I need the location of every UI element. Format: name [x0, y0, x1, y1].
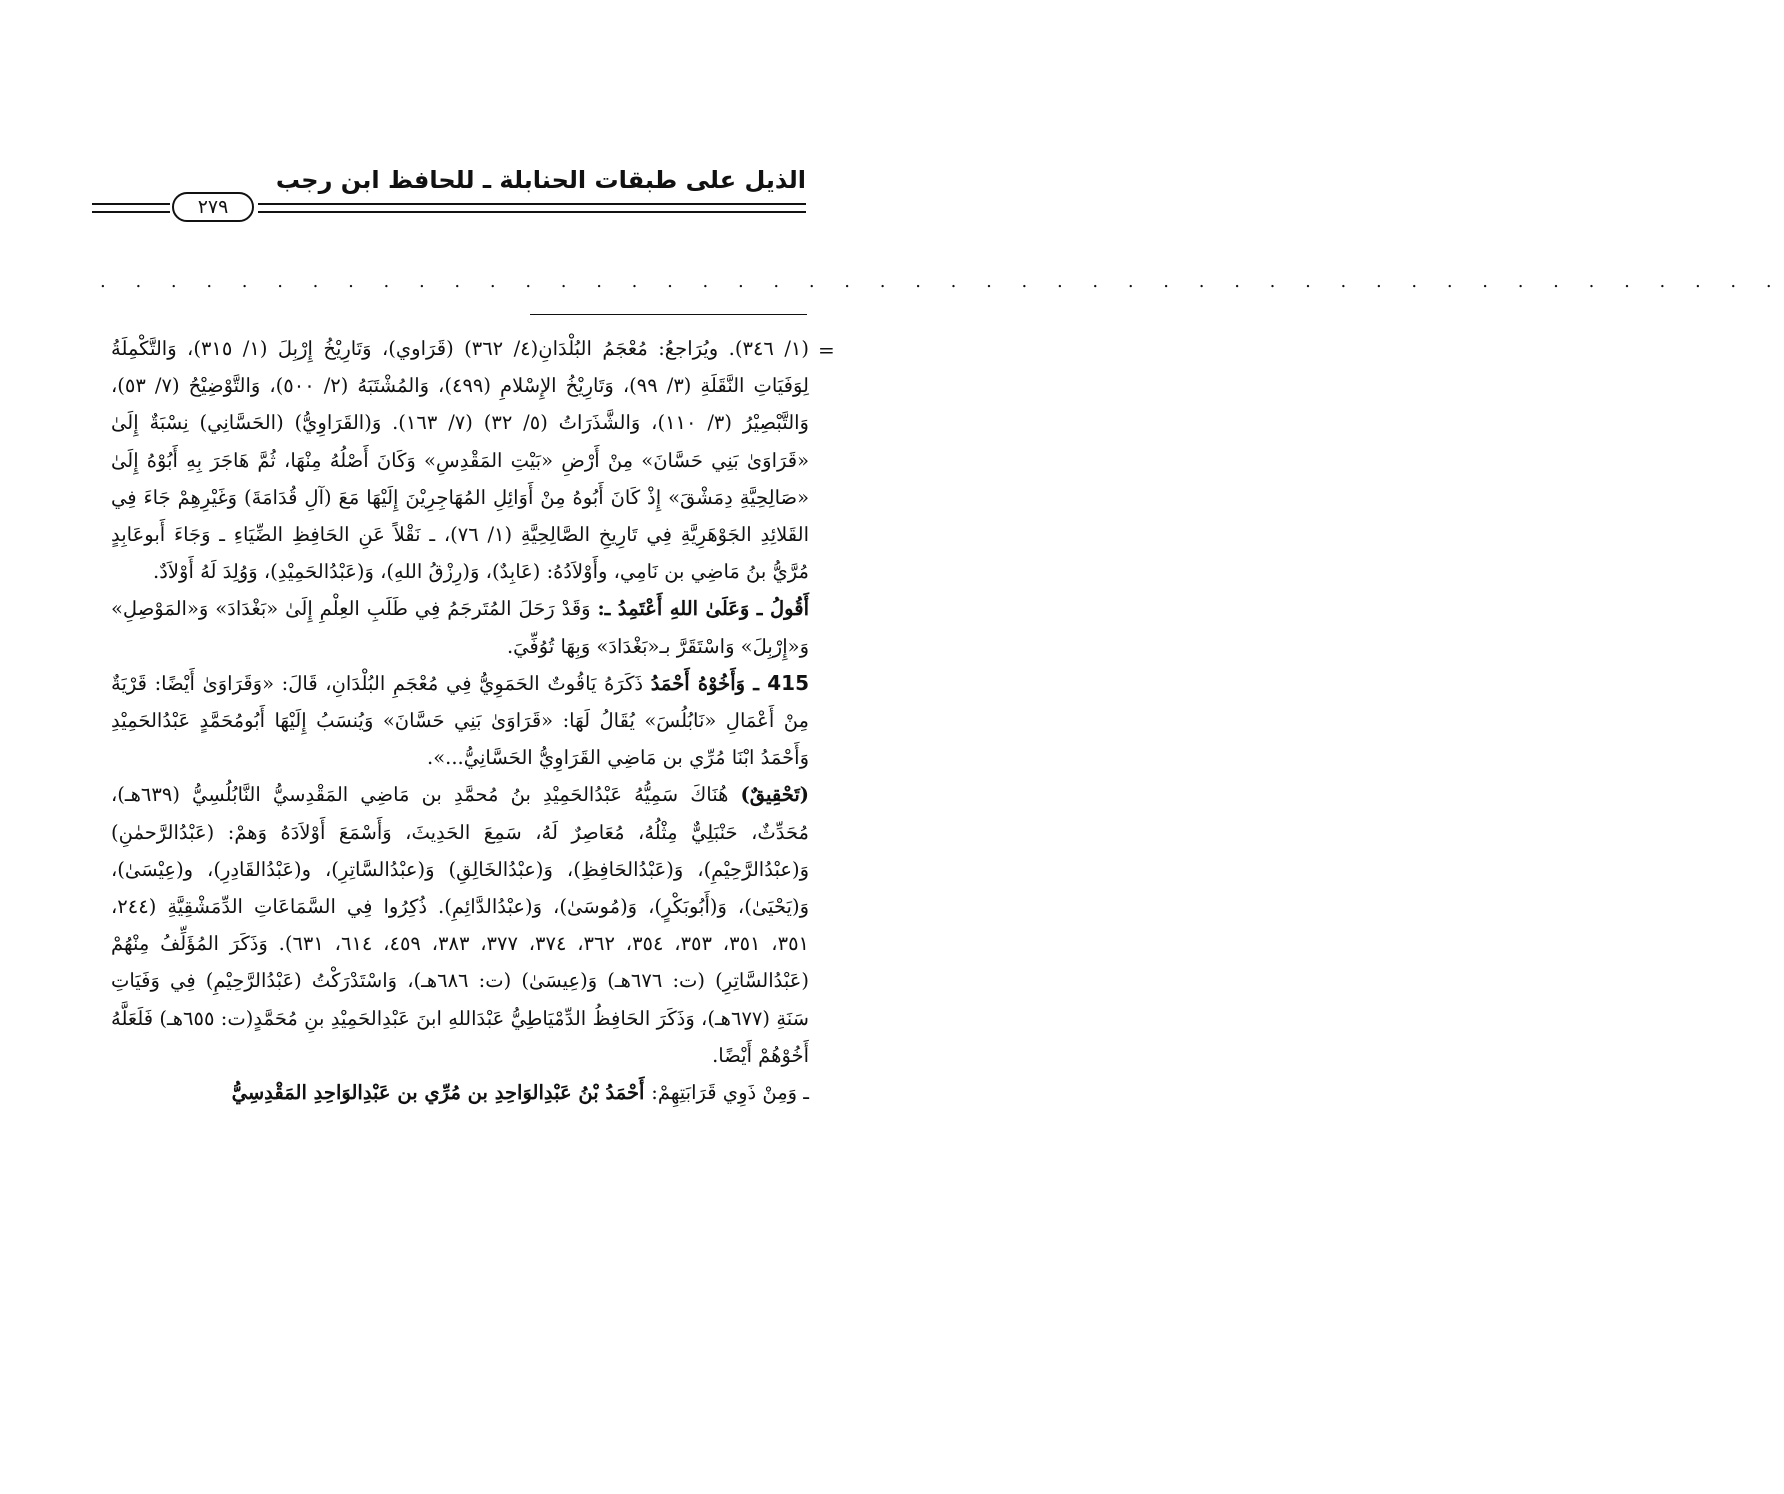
header-rule	[258, 211, 806, 213]
paragraph-text: (١/ ٣٤٦). ويُرَاجعُ: مُعْجَمُ البُلْدَانِ(٤/ ٣٦٢) (قَرَاوي)، وَتَارِيْخُ إِرْبِلَ (١/ ٣١٥)، وَالتَّكْمِلَةُ لِوَفَيَاتِ النَّقَلَةِ (٣/ ٩٩)، وَتَارِيْخُ الإِسْلامِ (٤٩٩)، وَالمُشْتَبَهُ (٢/ ٥٠٠)، وَالتَّوْضِيْحُ (٧/ ٥٣)، وَالتَّبْصِيْرُ (٣/ ١١٠)، وَالشَّذَرَاتُ (٥/ ٣٢) (٧/ ١٦٣). وَ(القَرَاوِيُّ) (الحَسَّانِي) نِسْبَةٌ إِلَىٰ «قَرَاوَىٰ بَنِي حَسَّانَ» مِنْ أَرْضِ «بَيْتِ المَقْدِسِ» وَكَانَ أَصْلُهُ مِنْهَا، ثُمَّ هَاجَرَ بِهِ أَبُوْهُ إِلَىٰ «صَالِحِيَّةِ دِمَشْقَ» إِذْ كَانَ أَبُوهُ مِنْ أَوَائِلِ المُهَاجِرِيْنَ إِلَيْهَا مَعَ (آلِ قُدَامَةَ) وَغَيْرِهِمْ جَاءَ فِي القَلائِدِ الجَوْهَرِيَّةِ فِي تَارِيخِ الصَّالِحِيَّةِ (١/ ٧٦)، ـ نَقْلاً عَنِ الحَافِظِ الضِّيَاءِ ـ وَجَاءَ أَبوعَابِدٍ مُرَّيُّ بنُ مَاضِي بن نَامِي، وأَوْلاَدُهُ: (عَابِدٌ)، وَ(رِزْقُ اللهِ)، وَ(عَبْدُالحَمِيْدِ)، وَوُلِدَ لَهُ أَوْلاَدٌ.	[111, 337, 809, 584]
paragraph-text: ذَكَرَهُ يَاقُوتٌ الحَمَوِيُّ فِي مُعْجَمِ البُلْدَانِ، قَالَ: «وَقَرَاوَىٰ أَيْضًا: قَرْيَةٌ مِنْ أَعْمَالِ «نَابُلُسَ» يُقَالُ لَهَا: «قَرَاوَىٰ بَنِي حَسَّانَ» وَيُنسَبُ إِلَيْهَا أَبُومُحَمَّدٍ عَبْدُالحَمِيْدِ وَأَحْمَدُ ابْنَا مُرِّي بن مَاضِي القَرَاوِيُّ الحَسَّانِيُّ...».	[111, 671, 809, 770]
paragraph-text: وَقَدْ رَحَلَ المُتَرجَمُ فِي طَلَبِ العِلْمِ إِلَىٰ «بَغْدَادَ» وَ«المَوْصِلِ» وَ«إِرْبِلَ» وَاسْتَقَرَّ بـ«بَغْدَادَ» وَبِهَا تُوُفِّيَ.	[111, 597, 809, 658]
entry-number: 415	[767, 670, 809, 695]
verification-paragraph	[111, 776, 809, 1074]
page-number-badge: ٢٧٩	[172, 192, 254, 222]
footnote-paragraph	[111, 330, 809, 590]
page-body	[111, 330, 809, 1111]
paragraph-lead: أَقُولُ ـ وَعَلَىٰ اللهِ أَعْتَمِدُ ـ:	[597, 597, 809, 621]
paragraph-lead: ـ وَأَخُوْهُ أَحْمَدُ	[650, 671, 768, 695]
paragraph-lead: ـ وَمِنْ ذَوِي قَرَابَتِهِمْ:	[651, 1081, 809, 1105]
header-rule	[92, 203, 170, 205]
author-remark-paragraph	[111, 590, 809, 664]
header-rule	[92, 211, 170, 213]
footnote-rule	[530, 314, 807, 315]
paragraph-lead: (تَحْقِيقٌ)	[740, 783, 809, 807]
header-rule	[258, 203, 806, 205]
relatives-paragraph	[111, 1074, 809, 1111]
entry-paragraph	[111, 665, 809, 777]
continuation-mark: =	[818, 338, 835, 362]
paragraph-text: أَحْمَدُ بْنُ عَبْدِالوَاحِدِ بن مُرِّي بن عَبْدِالوَاحِدِ المَقْدِسِيُّ	[231, 1081, 652, 1105]
running-title: الذيل على طبقات الحنابلة ـ للحافظ ابن رجب	[275, 166, 806, 194]
dotted-separator: . . . . . . . . . . . . . . . . . . . . . . . . . . . . . . . . . . . . . . . . . . . . . . . .	[100, 271, 1784, 292]
paragraph-text: هُنَاكَ سَمِيُّهُ عَبْدُالحَمِيْدِ بنُ مُحمَّدِ بن مَاضِي المَقْدِسيُّ النَّابُلُسِيُّ (٦٣٩هـ)، مُحَدِّثٌ، حَنْبَلِيٌّ مِثْلُهُ، مُعَاصِرٌ لَهُ، سَمِعَ الحَدِيثَ، وَأَسْمَعَ أَوْلاَدَهُ وَهمْ: (عَبْدُالرَّحمٰنِ) وَ(عبْدُالرَّحِيْمِ)، وَ(عَبْدُالحَافِظِ)، وَ(عبْدُالخَالِقِ) وَ(عبْدُالسَّاتِرِ)، و(عَبْدُالقَادِرِ)، و(عِيْسَىٰ)، وَ(يَحْيَىٰ)، وَ(أَبُوبَكْرٍ)، وَ(مُوسَىٰ)، وَ(عبْدُالدَّائِمِ). ذُكِرُوا فِي السَّمَاعَاتِ الدِّمَشْقِيَّةِ (٢٤٤، ٣٥١، ٣٥١، ٣٥٣، ٣٥٤، ٣٦٢، ٣٧٤، ٣٧٧، ٣٨٣، ٤٥٩، ٦١٤، ٦٣١). وَذَكَرَ المُؤَلِّفُ مِنْهُمْ (عَبْدُالسَّاتِرِ) (ت: ٦٧٦هـ) وَ(عِيسَىٰ) (ت: ٦٨٦هـ)، وَاسْتَدْرَكْتُ (عَبْدُالرَّحِيْمِ) فِي وَفَيَاتِ سَنَةِ (٦٧٧هـ)، وَذَكَرَ الحَافِظُ الدِّمْيَاطِيُّ عَبْدَاللهِ ابنَ عَبْدِالحَمِيْدِ بنِ مُحَمَّدٍ(ت: ٦٥٥هـ) فَلَعَلَّهُ أَخُوْهُمْ أَيْضًا.	[111, 783, 810, 1067]
